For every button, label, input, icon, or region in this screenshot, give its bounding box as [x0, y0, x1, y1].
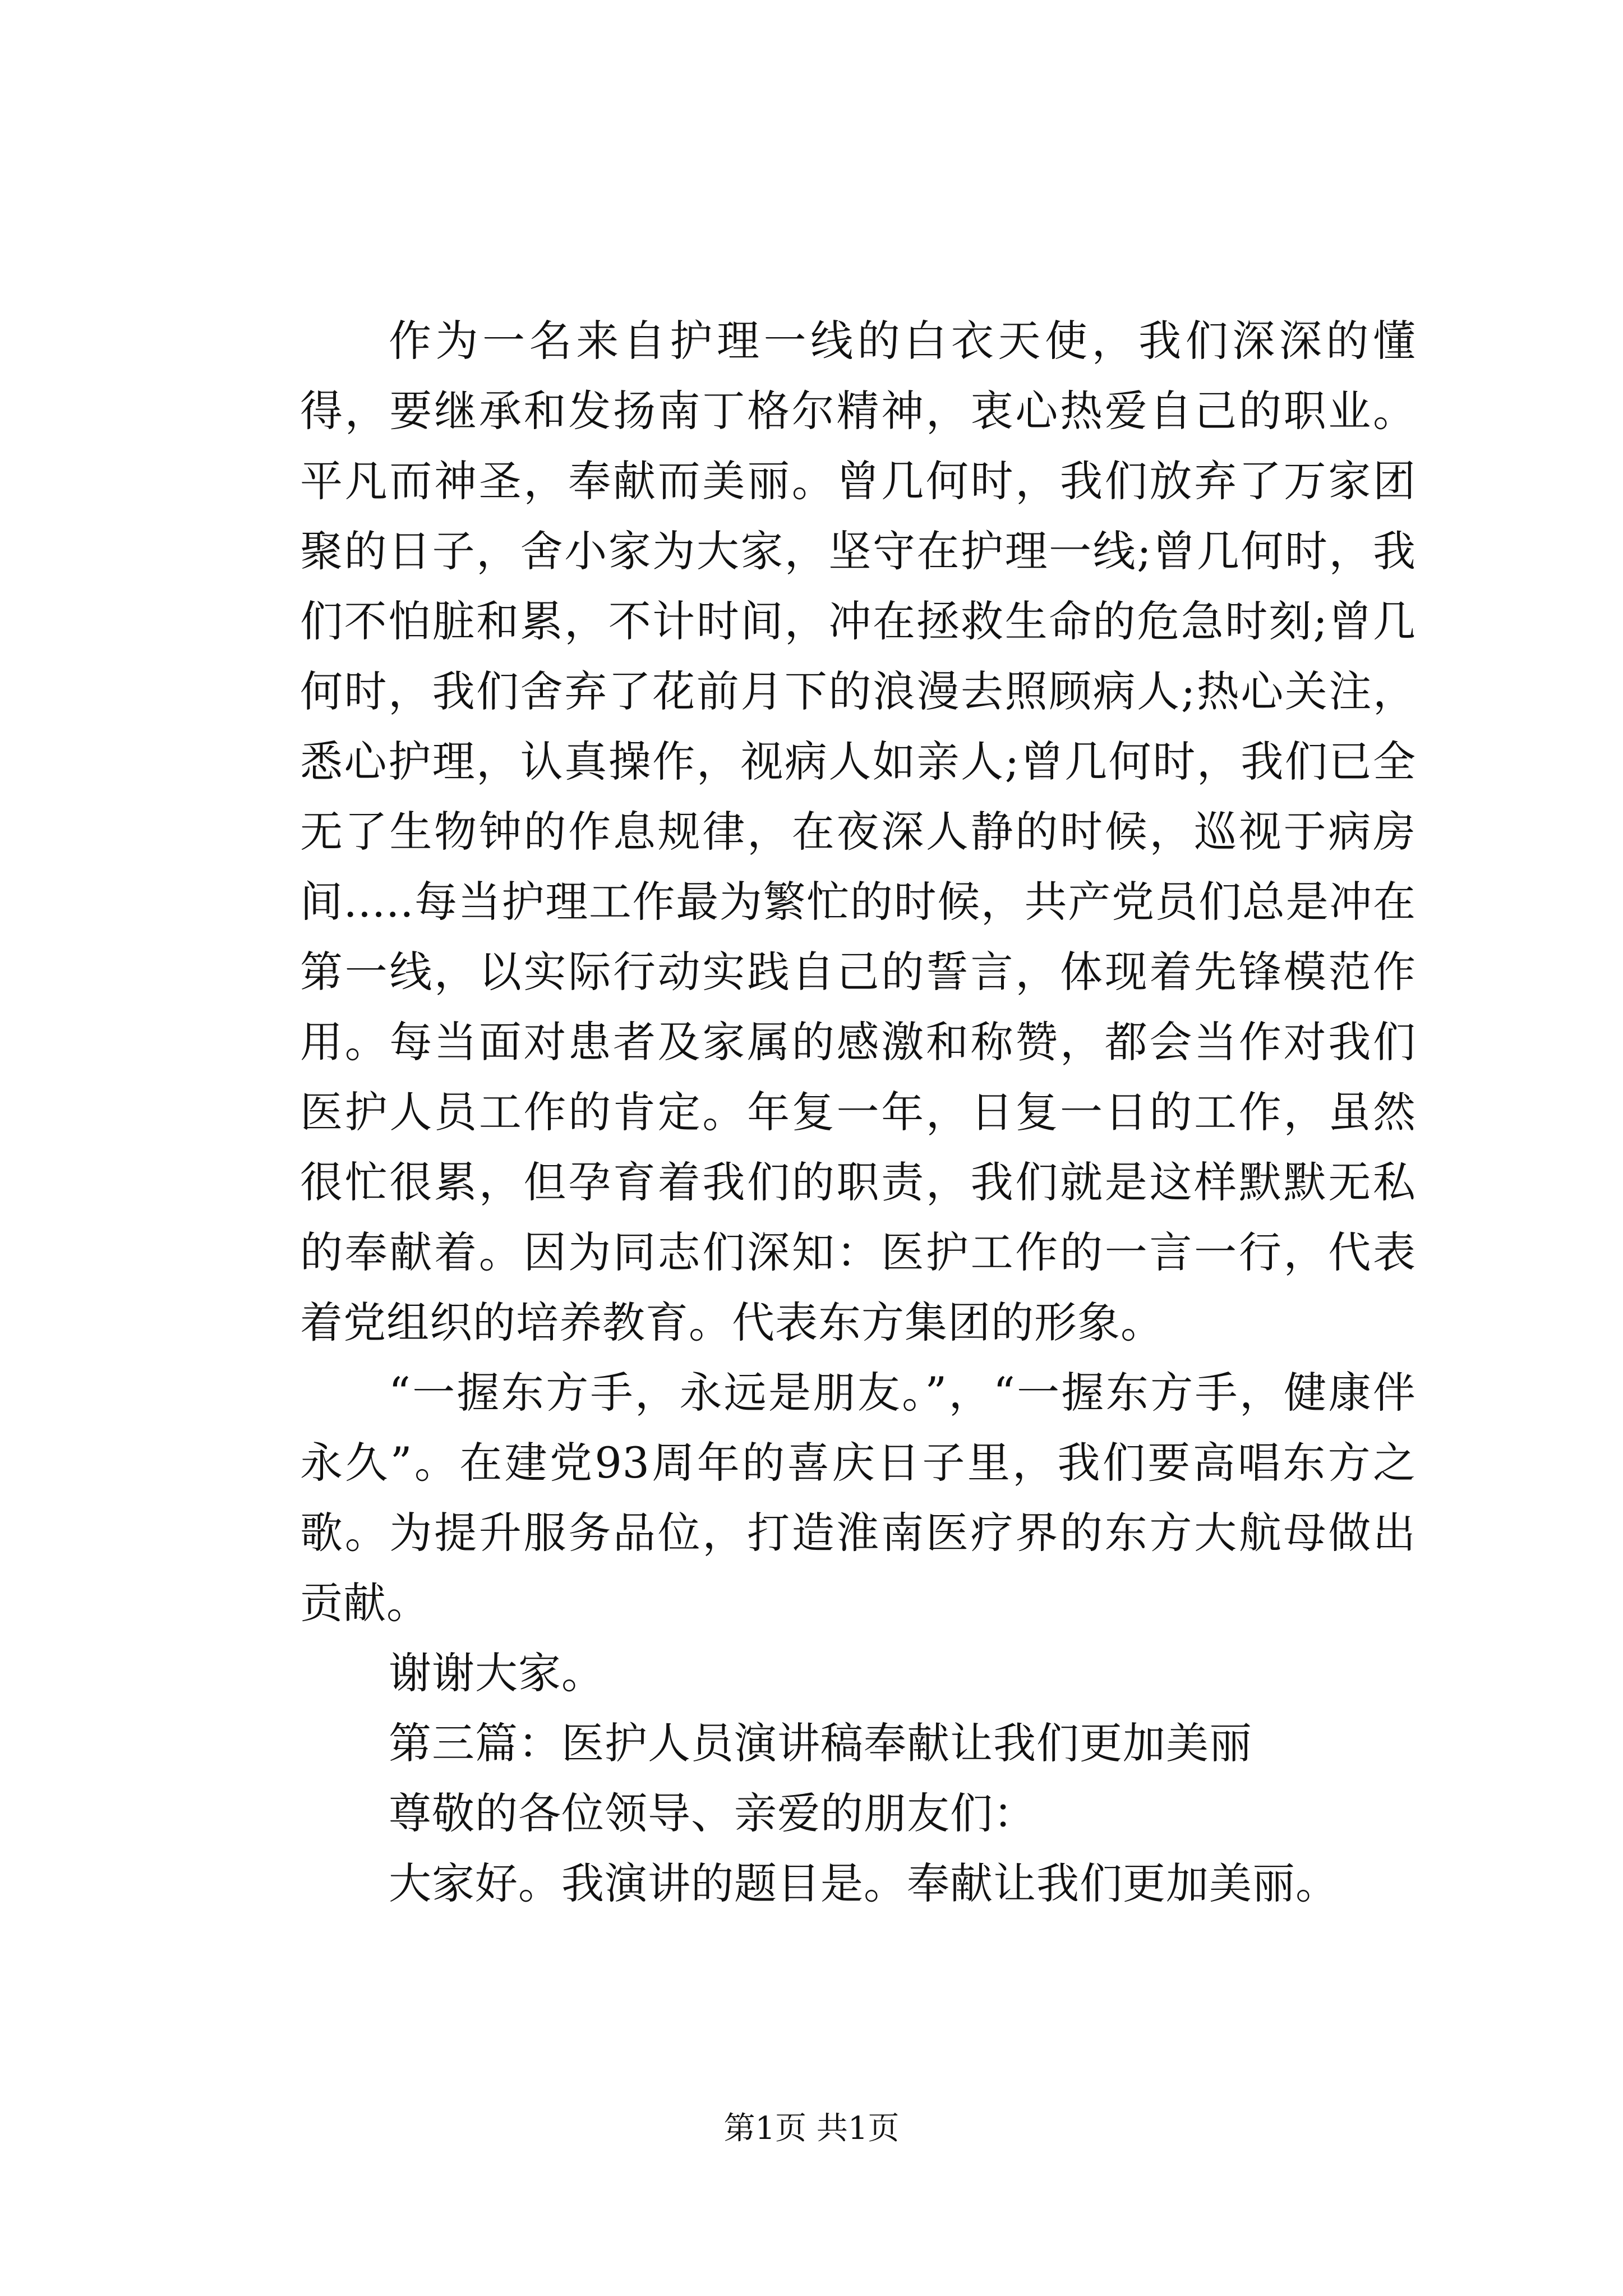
salutation-line: 尊敬的各位领导、亲爱的朋友们： — [389, 1788, 1036, 1838]
greeting-line: 大家好。我演讲的题目是。奉献让我们更加美丽。 — [389, 1858, 1339, 1908]
body-paragraph-2: “一握东方手，永远是朋友。”，“一握东方手，健康伴永久”。在建党93周年的喜庆日子里，我们要高唱东方之歌。为提升服务品位，打造淮南医疗界的东方大航母做出贡献。 — [300, 1368, 1416, 1628]
document-body — [300, 306, 1416, 1918]
body-paragraph-1: 作为一名来自护理一线的白衣天使，我们深深的懂得，要继承和发扬南丁格尔精神，衷心热爱自己的职业。平凡而神圣，奉献而美丽。曾几何时，我们放弃了万家团聚的日子，舍小家为大家，坚守在护理一线;曾几何时，我们不怕脏和累，不计时间，冲在拯救生命的危急时刻;曾几何时，我们舍弃了花前月下的浪漫去照顾病人;热心关注，悉心护理，认真操作，视病人如亲人;曾几何时，我们已全无了生物钟的作息规律，在夜深人静的时候，巡视于病房间.....每当护理工作最为繁忙的时候，共产党员们总是冲在第一线，以实际行动实践自己的誓言，体现着先锋模范作用。每当面对患者及家属的感激和称赞，都会当作对我们医护人员工作的肯定。年复一年，日复一日的工作，虽然很忙很累，但孕育着我们的职责，我们就是这样默默无私的奉献着。因为同志们深知：医护工作的一言一行，代表着党组织的培养教育。代表东方集团的形象。 — [300, 316, 1416, 1347]
page-footer: 第1页 共1页 — [723, 2110, 900, 2147]
section-heading: 第三篇：医护人员演讲稿奉献让我们更加美丽 — [389, 1718, 1252, 1768]
thanks-line: 谢谢大家。 — [389, 1648, 605, 1698]
